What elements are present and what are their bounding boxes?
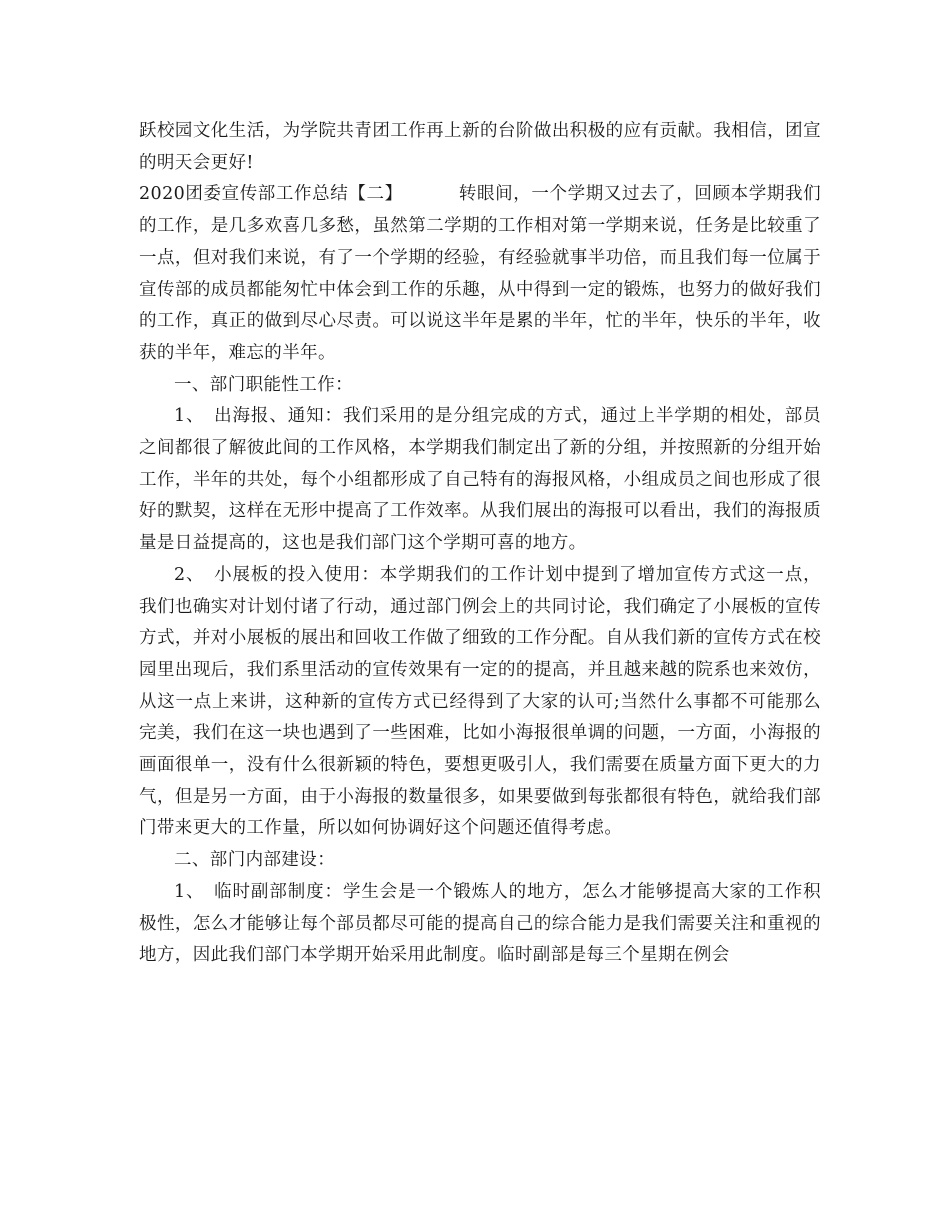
section-heading-functional-work: 一、部门职能性工作： — [174, 374, 353, 395]
paragraph-posters: 1、 出海报、通知：我们采用的是分组完成的方式，通过上半学期的相处，部员之间都很了解彼此间的工作风格，本学期我们制定出了新的分组，并按照新的分组开始工作，半年的共处，每个小组都形成了自己特有的海报风格，小组成员之间也形成了很好的默契，这样在无形中提高了工作效率。从我们展出的海报可以看出，我们的海报质量是日益提高的，这也是我们部门这个学期可喜的地方。 — [139, 406, 821, 554]
summary-intro: 转眼间，一个学期又过去了，回顾本学期我们的工作，是几多欢喜几多愁，虽然第二学期的工作相对第一学期来说，任务是比较重了一点，但对我们来说，有了一个学期的经验，有经验就事半功倍，而且我们每一位属于宣传部的成员都能匆忙中体会到工作的乐趣，从中得到一定的锻炼，也努力的做好我们的工作，真正的做到尽心尽责。可以说这半年是累的半年，忙的半年，快乐的半年，收获的半年，难忘的半年。 — [139, 184, 821, 363]
summary-heading: 2020团委宣传部工作总结【二】 — [139, 184, 403, 205]
paragraph-temporary-deputy: 1、 临时副部制度：学生会是一个锻炼人的地方，怎么才能够提高大家的工作积极性，怎么才能够让每个部员都尽可能的提高自己的综合能力是我们需要关注和重视的地方，因此我们部门本学期开始采用此制度。临时副部是每三个星期在例会 — [139, 881, 821, 966]
document-body — [139, 116, 821, 972]
paragraph-summary-two — [139, 179, 821, 369]
section-heading-internal-building: 二、部门内部建设： — [174, 850, 336, 871]
paragraph-closing: 跃校园文化生活，为学院共青团工作再上新的台阶做出积极的应有贡献。我相信，团宣的明天会更好! — [139, 121, 821, 173]
paragraph-small-boards: 2、 小展板的投入使用：本学期我们的工作计划中提到了增加宣传方式这一点，我们也确实对计划付诸了行动，通过部门例会上的共同讨论，我们确定了小展板的宣传方式，并对小展板的展出和回收工作做了细致的工作分配。自从我们新的宣传方式在校园里出现后，我们系里活动的宣传效果有一定的的提高，并且越来越的院系也来效仿，从这一点上来讲，这种新的宣传方式已经得到了大家的认可;当然什么事都不可能那么完美，我们在这一块也遇到了一些困难，比如小海报很单调的问题，一方面，小海报的画面很单一，没有什么很新颖的特色，要想更吸引人，我们需要在质量方面下更大的力气，但是另一方面，由于小海报的数量很多，如果要做到每张都很有特色，就给我们部门带来更大的工作量，所以如何协调好这个问题还值得考虑。 — [139, 564, 821, 839]
